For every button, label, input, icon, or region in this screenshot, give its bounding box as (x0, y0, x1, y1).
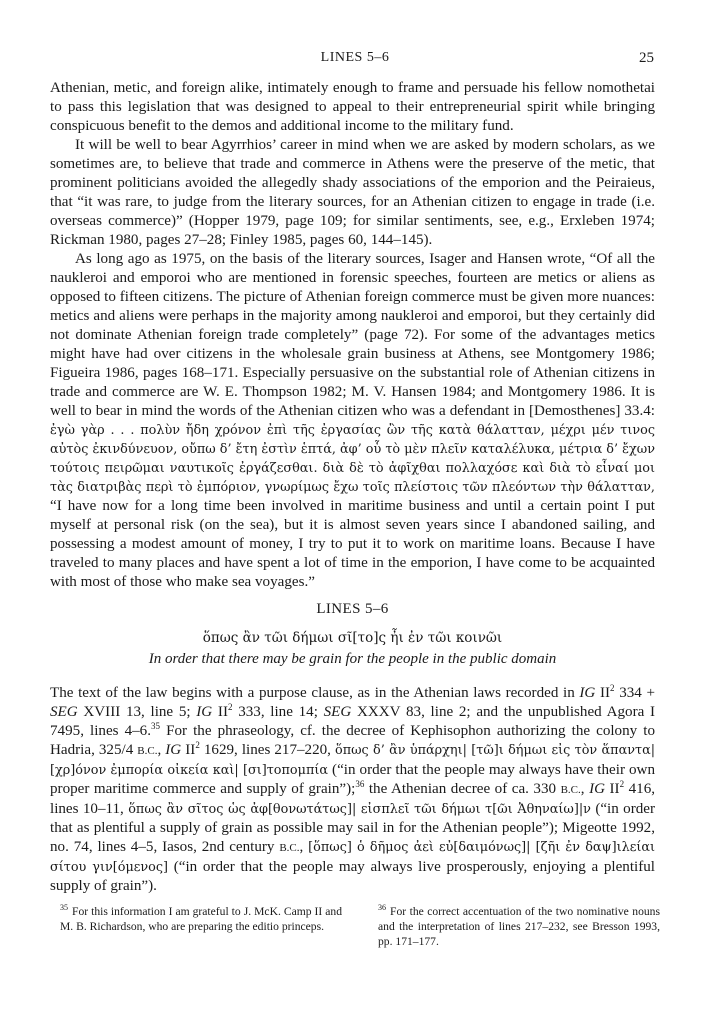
paragraph-2: It will be well to bear Agyrrhios’ career in mind when we are asked by modern scholars, as we sometimes are, to believe that trade and commerce in Athens were the preserve of the metic, that prominent politicians avoided the allegedly shady associations of the emporion and the Peiraieus, that “it was rare, to judge from the literary sources, for an Athenian citizen to engage in trade (i.e. overseas commerce)” (Hopper 1979, page 109; for similar sentiments, see, e.g., Erxleben 1974; Rickman 1980, pages 27–28; Finley 1985, pages 60, 144–145). (50, 137, 655, 248)
paragraph-4: The text of the law begins with a purpose clause, as in the Athenian laws recorded in IG $II^2$ 334 + SEG XVIII 13, line 5; IG $II^2$ 333, line 14; SEG XXXV 83, line 2; and the unpublished Agora I 7495, lines 4–6.35 For the phraseology, cf. the decree of Kephisophon authorizing the colony to Hadria, 325/4 B.C., IG $II^2$ 1629, lines 217–220, ὅπως δ’ ἂν ὑπάρχηι| [τῶ]ι δήμωι εἰς τὸν ἅπαντα| [χρ]όνον ἐμπορία οἰκεία καὶ| [σι]τοπομπία (“in order that the people may always have their own proper maritime commerce and supply of grain”);$^{36}$ the Athenian decree of ca. 330 B.C., IG $II^2$ 416, lines 10–11, ὅπως ἂν σῖτος ὡς ἀφ[θονωτάτως]| εἰσπλεῖ τῶι δήμωι τ[ῶι Ἀθηναίω]|ν (“in order that as plentiful a supply of grain as possible may sail in for the Athenian people”); Migeotte 1992, no. 74, lines 4–5, Iasos, 2nd century B.C., [ὅπως] ὁ δῆμος ἀεὶ εὐ[δαιμόνως]| [ζῆι ἐν δαψ]ιλείαι σίτου γιν[όμενος] (“in order that the people may always live prosperously, enjoying a plentiful supply of grain”). (50, 682, 656, 894)
quotation-translation: “I have now for a long time been involved in maritime business and until a certain point I put myself at personal risk (on the sea), but it is almost seven years since I abandoned sailing, and possessing a modest amount of money, I try to put it to work on maritime loans. Because I have traveled to many places and have spent a lot of time in the emporion, I have come to be acquainted with most of those who make sea voyages.” (50, 498, 655, 590)
greek-text: [ὅπως] ὁ δῆμος ἀεὶ εὐ[δαιμόνως]| [ζῆι ἐν δαψ]ιλείαι σίτου γιν[όμενος] (50, 840, 656, 875)
text-run: (“in order that the people may always live prosperously, enjoying a plentiful supply of grain”). (50, 859, 655, 894)
superscript: 2 (195, 739, 200, 750)
seg-abbrev: SEG (323, 704, 352, 720)
text-run: XXXV 83, line 2; and the unpublished Agora I 7495, lines 4–6. (50, 704, 656, 739)
bc-abbrev: B.C. (279, 842, 300, 854)
text-run: For the phraseology, cf. the decree of Kephisophon authorizing the colony to Hadria, 325/4 (50, 723, 655, 758)
section-heading: LINES 5–6 (316, 601, 389, 617)
text-run: 333, line 14; (238, 704, 318, 720)
ig-abbrev: IG (196, 704, 213, 720)
greek-text: ὅπως ἂν σῖτος ὡς ἀφ[θονωτάτως]| εἰσπλεῖ τῶι δήμωι τ[ῶι Ἀθηναίω]|ν (128, 802, 591, 817)
footnote-ref-36[interactable]: 36 (355, 778, 365, 789)
text-run: II (217, 704, 228, 720)
text-run: II (599, 685, 611, 701)
text-run: , (157, 742, 162, 758)
footnote-ref-35[interactable]: 35 (151, 720, 160, 731)
text-run: the Athenian decree of ca. 330 (368, 781, 557, 797)
paragraph-3 (50, 250, 655, 592)
seg-abbrev: SEG (50, 704, 78, 720)
lines-5-6-text (50, 684, 655, 896)
superscript: 2 (619, 778, 625, 789)
section-translation: In order that there may be grain for the people in the public domain (148, 651, 557, 667)
ig-abbrev: IG (165, 742, 182, 758)
footnotes (60, 900, 660, 949)
greek-text: ὅπως δ’ ἂν ὑπάρχηι| [τῶ]ι δήμωι εἰς τὸν ἅπαντα| [χρ]όνον ἐμπορία οἰκεία καὶ| [σι]τοπομπία (50, 743, 656, 778)
footnote-36 (378, 900, 660, 949)
superscript: 2 (227, 701, 233, 712)
text-run: II (609, 781, 620, 797)
intro-text (50, 79, 655, 592)
text-run: 1629, lines 217–220, (203, 742, 331, 758)
text-run: (“in order that the people may always have their own proper maritime commerce and supply of grain”); (50, 762, 655, 797)
page-number: 25 (639, 50, 654, 66)
footnote-35 (60, 900, 342, 949)
superscript: 2 (610, 682, 615, 693)
footnote-text: For this information I am grateful to J. McK. Camp II and M. B. Richardson, who are preparing the editio princeps. (60, 904, 342, 933)
text-run: 334 + (619, 685, 655, 701)
greek-quotation: ἐγὼ γὰρ . . . πολὺν ἤδη χρόνον ἐπὶ τῆς ἐργασίας ὢν τῆς κατὰ θάλατταν, μέχρι μέν τινος αὐτὸς ἐκινδύνευον, οὔπω δ’ ἔτη ἐστὶν ἑπτά, ἀφ’ οὗ τὸ μὲν πλεῖν καταλέλυκα, μέτρια δ’ ἔχων τούτοις πειρῶμαι ναυτικοῖς ἐργάζεσθαι. διὰ δὲ τὸ ἀφῖχθαι πολλαχόσε καὶ διὰ τὸ εἶναί μοι τὰς διατριβὰς περὶ τὸ ἐμπόριον, γνωρίμως ἔχω τοῖς πλείστοις τῶν πλεόντων τὴν θάλατταν, (50, 423, 655, 495)
running-head: LINES 5–6 (320, 50, 390, 65)
section-greek-line: ὅπως ἂν τῶι δήμωι σῖ[το]ς ἦι ἐν τῶι κοινῶι (202, 630, 503, 646)
text-run: (“in order that as plentiful a supply of grain as possible may sail in for the Athenian people”); Migeotte 1992, no. 74, lines 4–5, Iasos, 2nd century (50, 801, 655, 855)
footnote-number: 35 (60, 903, 68, 912)
paragraph-3-text: As long ago as 1975, on the basis of the literary sources, Isager and Hansen wrote, “Of all the naukleroi and emporoi who are mentioned in forensic speeches, fourteen are metics or aliens as opposed to fifteen citizens. The picture of Athenian foreign commerce must be given more nuances: metics and aliens were perhaps in the majority among naukleroi and emporoi, but they certainly did not dominate Athenian foreign trade completely” (page 72). For some of the advantages metics might have had over citizens in the wholesale grain business at Athens, see Montgomery 1986; Figueira 1986, pages 168–171. Especially persuasive on the substantial role of Athenian citizens in trade and commerce are W. E. Thompson 1982; M. V. Hansen 1984; and Montgomery 1986. It is well to bear in mind the words of the Athenian citizen who was a defendant in [Demosthenes] 33.4: (50, 251, 655, 419)
text-run: II (185, 742, 196, 758)
footnote-number: 36 (378, 903, 386, 912)
ig-abbrev: IG (579, 685, 596, 701)
ig-abbrev: IG (589, 781, 605, 797)
text-run: 416, lines 10–11, (50, 781, 656, 817)
footnote-text: For the correct accentuation of the two nominative nouns and the interpretation of lines 217–232, see Bresson 1993, pp. 171–177. (378, 904, 660, 948)
text-run: XVIII 13, line 5; (83, 704, 191, 720)
bc-abbrev: B.C. (137, 745, 158, 757)
paragraph-1: Athenian, metic, and foreign alike, intimately enough to frame and persuade his fellow nomothetai to pass this legislation that was designed to appeal to their entrepreneurial spirit while bringing conspicuous benefit to the demos and additional income to the military fund. (50, 80, 655, 134)
bc-abbrev: B.C. (560, 784, 581, 796)
text-run: The text of the law begins with a purpose clause, as in the Athenian laws recorded in (50, 685, 575, 701)
